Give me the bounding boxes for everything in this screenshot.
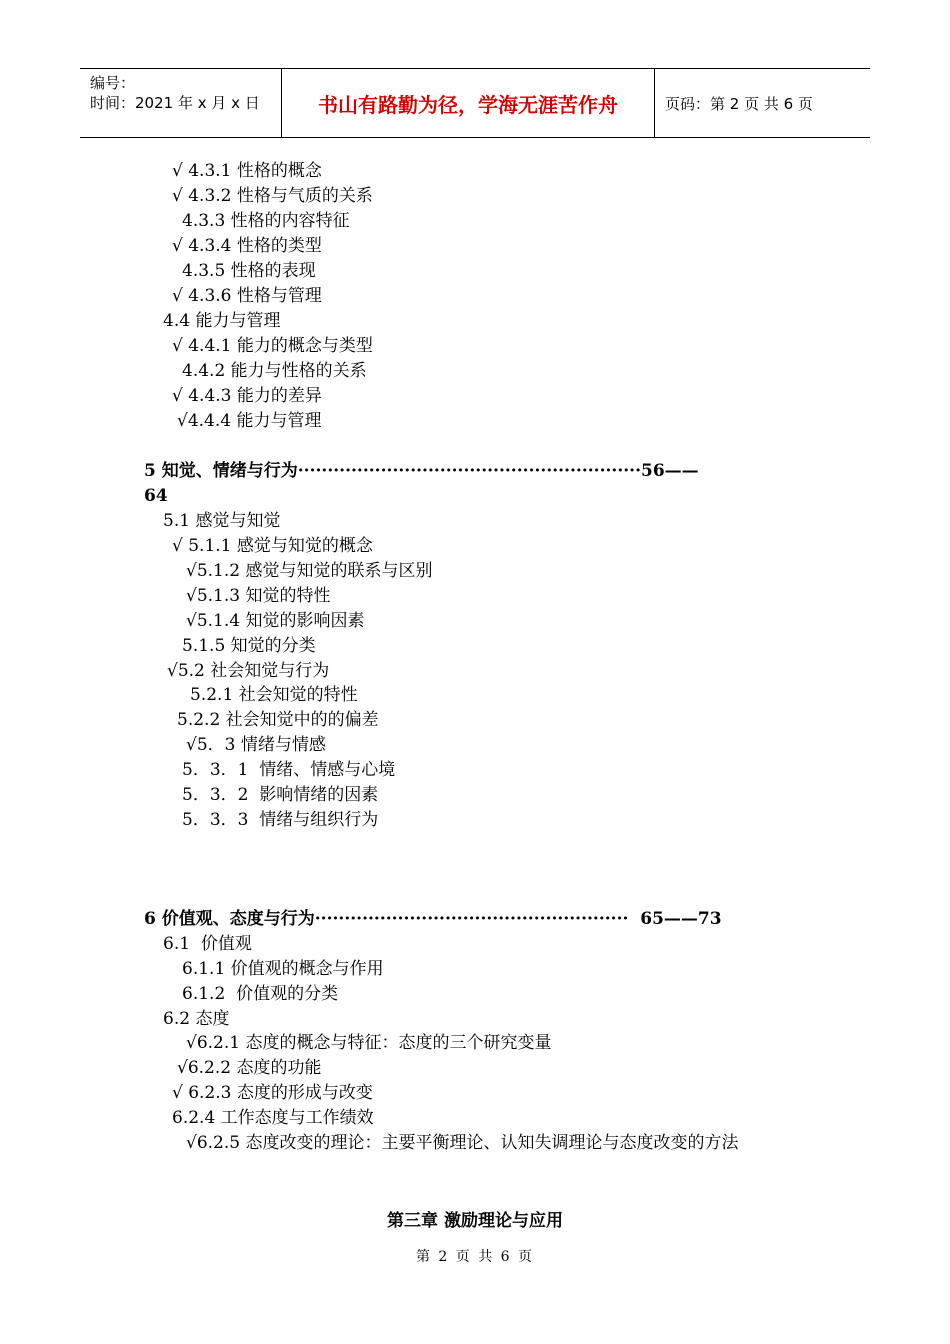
- outline-item: √5.2 社会知觉与行为: [167, 661, 330, 681]
- page-header: [80, 68, 870, 138]
- outline-item: 5.1.5 知觉的分类: [182, 636, 316, 656]
- outline-item: 5.2.1 社会知觉的特性: [190, 685, 358, 705]
- outline-item: 6.1 价值观: [163, 934, 252, 954]
- outline-item: √5.1.4 知觉的影响因素: [186, 611, 365, 631]
- header-page-label: 页码：第 2 页 共 6 页: [665, 94, 813, 113]
- outline-item: 5．3．2 影响情绪的因素: [182, 785, 379, 805]
- header-meta: [80, 69, 282, 137]
- outline-item: 5.1 感觉与知觉: [163, 511, 281, 531]
- outline-item: √ 4.3.1 性格的概念: [172, 161, 322, 181]
- outline-item: √6.2.1 态度的概念与特征：态度的三个研究变量: [186, 1033, 552, 1053]
- document-number-label: 编号：: [90, 74, 136, 92]
- outline-item: √ 6.2.3 态度的形成与改变: [172, 1083, 373, 1103]
- document-time-label: 时间：2021 年 x 月 x 日: [90, 94, 260, 112]
- outline-item: √ 4.3.6 性格与管理: [172, 286, 322, 306]
- outline-item: 4.3.3 性格的内容特征: [182, 211, 350, 231]
- outline-item: 5.2.2 社会知觉中的的偏差: [177, 710, 379, 730]
- section-heading: 5 知觉、情绪与行为··························································56——: [144, 461, 699, 481]
- outline-item: √5.1.3 知觉的特性: [186, 586, 331, 606]
- outline-item: 6.1.1 价值观的概念与作用: [182, 959, 384, 979]
- outline-item: 6.1.2 价值观的分类: [182, 984, 339, 1004]
- outline-item: 5．3．1 情绪、情感与心境: [182, 760, 396, 780]
- chapter-title: 第三章 激励理论与应用: [387, 1211, 563, 1231]
- outline-item: 4.3.5 性格的表现: [182, 261, 316, 281]
- outline-item: √ 4.4.3 能力的差异: [172, 386, 322, 406]
- outline-item: √5．3 情绪与情感: [186, 735, 326, 755]
- outline-item: 4.4.2 能力与性格的关系: [182, 361, 367, 381]
- outline-item: 6.2 态度: [163, 1009, 230, 1029]
- outline-item: √ 4.3.2 性格与气质的关系: [172, 186, 373, 206]
- outline-item: √4.4.4 能力与管理: [177, 411, 322, 431]
- header-motto: 书山有路勤为径，学海无涯苦作舟: [282, 69, 655, 137]
- page-footer: 第 2 页 共 6 页: [415, 1249, 535, 1265]
- outline-item: √6.2.2 态度的功能: [177, 1058, 322, 1078]
- outline-item: √6.2.5 态度改变的理论：主要平衡理论、认知失调理论与态度改变的方法: [186, 1133, 739, 1153]
- section-heading: 6 价值观、态度与行为····················································· 65——73: [144, 909, 722, 929]
- outline-item: 4.4 能力与管理: [163, 311, 281, 331]
- section-heading-continued: 64: [144, 486, 168, 506]
- outline-item: 5．3．3 情绪与组织行为: [182, 810, 379, 830]
- outline-item: √5.1.2 感觉与知觉的联系与区别: [186, 561, 433, 581]
- outline-item: √ 4.3.4 性格的类型: [172, 236, 322, 256]
- outline-item: 6.2.4 工作态度与工作绩效: [172, 1108, 374, 1128]
- outline-item: √ 5.1.1 感觉与知觉的概念: [172, 536, 373, 556]
- outline-item: √ 4.4.1 能力的概念与类型: [172, 336, 373, 356]
